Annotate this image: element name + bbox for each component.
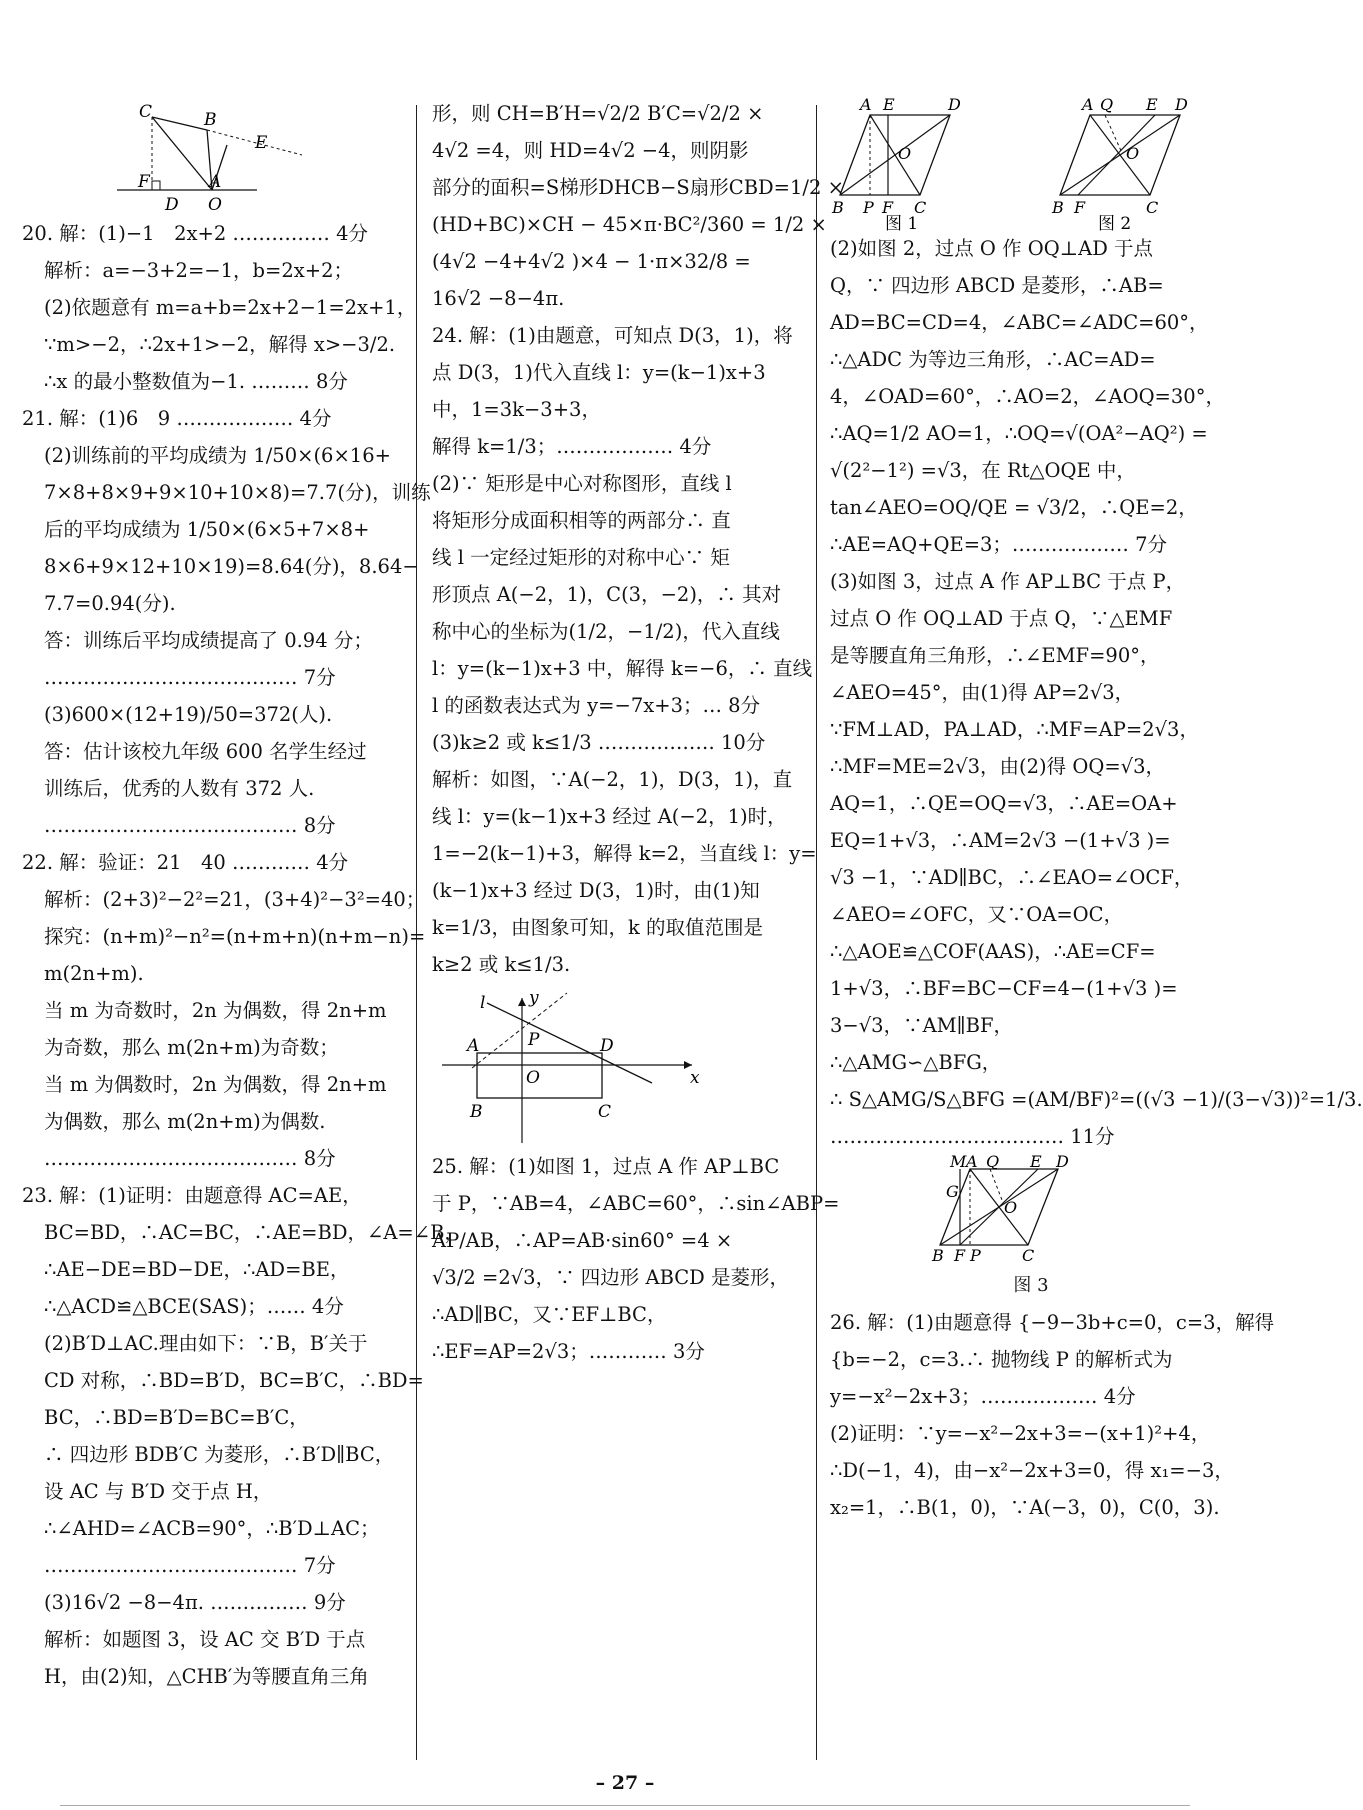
column-1 [22, 95, 464, 1695]
text-line: CD 对称，∴BD=B′D，BC=B′C，∴BD= [44, 1369, 424, 1392]
text-line: AQ=1，∴QE=OQ=√3，∴AE=OA+ [830, 792, 1178, 815]
text-line: l：y=(k−1)x+3 中，解得 k=−6，∴ 直线 [432, 657, 813, 680]
fig-label: D [1175, 95, 1188, 114]
text-line: AD=BC=CD=4，∠ABC=∠ADC=60°， [830, 311, 1209, 334]
fig-label: O [526, 1068, 540, 1088]
fig-label: M [950, 1152, 967, 1171]
text-line: 中，1=3k−3+3， [432, 398, 601, 421]
text-line: l 的函数表达式为 y=−7x+3；… 8分 [432, 694, 761, 717]
text-line: 称中心的坐标为(1/2，−1/2)，代入直线 [432, 620, 780, 643]
text-line: BC，∴BD=B′D=BC=B′C， [44, 1406, 309, 1429]
text-line: k=1/3，由图象可知，k 的取值范围是 [432, 916, 764, 939]
text-line: (3)16√2 −8−4π. …………… 9分 [44, 1591, 346, 1614]
text-line: 4，∠OAD=60°，∴AO=2，∠AOQ=30°， [830, 385, 1225, 408]
fig-label: F [1074, 198, 1086, 217]
fig-label: F [138, 172, 150, 192]
text-line: 形顶点 A(−2，1)，C(3，−2)，∴ 其对 [432, 583, 782, 606]
text-line: tan∠AEO=OQ/QE = √3/2，∴QE=2， [830, 496, 1198, 519]
text-line: 训练后，优秀的人数有 372 人. [44, 777, 315, 800]
fig-label: l [480, 993, 486, 1013]
text-line: BC=BD，∴AC=BC，∴AE=BD，∠A=∠B， [44, 1221, 464, 1244]
text-line: 26. 解：(1)由题意得 {−9−3b+c=0，c=3，解得 [830, 1311, 1275, 1334]
page-number: – 27 – [595, 1772, 655, 1794]
text-line: (2)B′D⊥AC.理由如下：∵B，B′关于 [44, 1332, 368, 1355]
text-line: 探究：(n+m)²−n²=(n+m+n)(n+m−n)= [44, 925, 426, 948]
figure-q25-fig3 [830, 1152, 1232, 1267]
fig-caption: 图 2 [1098, 214, 1132, 234]
text-line: 后的平均成绩为 1/50×(6×5+7×8+ [44, 518, 370, 541]
text-line: {b=−2，c=3.∴ 抛物线 P 的解析式为 [830, 1348, 1173, 1371]
fig-label: B [832, 198, 844, 217]
fig-label: O [1004, 1198, 1018, 1217]
column-3 [830, 95, 1363, 1526]
fig-label: A [467, 1036, 480, 1056]
text-line: ∴x 的最小整数值为−1. ……… 8分 [44, 370, 348, 393]
fig-label: B [470, 1102, 483, 1122]
text-line: k≥2 或 k≤1/3. [432, 953, 571, 976]
text-line: 3−√3，∵AM∥BF， [830, 1014, 1013, 1037]
figure-q25-fig1-fig2 [830, 95, 1232, 234]
text-line: ∵m>−2，∴2x+1>−2，解得 x>−3/2. [44, 333, 396, 356]
text-line: (4√2 −4+4√2 )×4 − 1·π×32/8 = [432, 250, 751, 273]
fig-label: B [204, 110, 217, 130]
text-line: (2)证明：∵y=−x²−2x+3=−(x+1)²+4， [830, 1422, 1211, 1445]
fig-label: E [255, 133, 268, 153]
text-line: 为奇数，那么 m(2n+m)为奇数； [44, 1036, 339, 1059]
text-line: ∴MF=ME=2√3，由(2)得 OQ=√3， [830, 755, 1165, 778]
text-line: 22. 解：验证：21 40 ………… 4分 [22, 851, 349, 874]
text-line: 线 l 一定经过矩形的对称中心∵ 矩 [432, 546, 730, 569]
text-line: 线 l：y=(k−1)x+3 经过 A(−2，1)时， [432, 805, 787, 828]
text-line: 24. 解：(1)由题意，可知点 D(3，1)，将 [432, 324, 793, 347]
text-line: 设 AC 与 B′D 交于点 H， [44, 1480, 273, 1503]
fig-label: C [598, 1102, 612, 1122]
text-line: ∴D(−1，4)，由−x²−2x+3=0，得 x₁=−3， [830, 1459, 1234, 1482]
text-line: ∠AEO=45°，由(1)得 AP=2√3， [830, 681, 1135, 704]
fig-label: C [1146, 198, 1159, 217]
text-line: 20. 解：(1)−1 2x+2 …………… 4分 [22, 222, 369, 245]
fig-label: O [208, 195, 222, 215]
text-line: 1=−2(k−1)+3，解得 k=2，当直线 l：y= [432, 842, 817, 865]
text-line: ∴△AMG∽△BFG， [830, 1051, 1002, 1074]
text-line: ∴△AOE≌△COF(AAS)，∴AE=CF= [830, 940, 1156, 963]
text-line: x₂=1，∴B(1，0)，∵A(−3，0)，C(0，3). [830, 1496, 1220, 1519]
text-line: 23. 解：(1)证明：由题意得 AC=AE， [22, 1184, 362, 1207]
text-line: 当 m 为奇数时，2n 为偶数，得 2n+m [44, 999, 387, 1022]
text-line: 解析：(2+3)²−2²=21，(3+4)²−3²=40； [44, 888, 426, 911]
text-line: 将矩形分成面积相等的两部分∴ 直 [432, 509, 731, 532]
text-line: ∴AE=AQ+QE=3；……………… 7分 [830, 533, 1168, 556]
fig-label: G [946, 1182, 959, 1201]
text-line: 答：训练后平均成绩提高了 0.94 分； [44, 629, 373, 652]
text-line: 8×6+9×12+10×19)=8.64(分)，8.64− [44, 555, 419, 578]
text-line: 解析：如图，∵A(−2，1)，D(3，1)，直 [432, 768, 793, 791]
text-line: y=−x²−2x+3；……………… 4分 [830, 1385, 1136, 1408]
text-line: 形，则 CH=B′H=√2/2 B′C=√2/2 × [432, 102, 764, 125]
fig-label: A [860, 95, 872, 114]
text-line: 7×8+8×9+9×10+10×8)=7.7(分)，训练 [44, 481, 431, 504]
text-line: 解析：如题图 3，设 AC 交 B′D 于点 [44, 1628, 366, 1651]
text-line: ∴AD∥BC，又∵EF⊥BC， [432, 1303, 667, 1326]
text-line: (3)k≥2 或 k≤1/3 ……………… 10分 [432, 731, 766, 754]
figure-q20 [22, 95, 410, 215]
text-line: √3/2 =2√3，∵ 四边形 ABCD 是菱形， [432, 1266, 790, 1289]
text-line: √(2²−1²) =√3，在 Rt△OQE 中， [830, 459, 1136, 482]
text-line: 1+√3，∴BF=BC−CF=4−(1+√3 )= [830, 977, 1178, 1000]
text-line: ………………………………… 7分 [44, 1554, 336, 1577]
fig-label: P [970, 1246, 981, 1265]
text-line: 于 P，∵AB=4，∠ABC=60°，∴sin∠ABP= [432, 1192, 840, 1215]
text-line: ………………………………… 7分 [44, 666, 336, 689]
text-line: 当 m 为偶数时，2n 为偶数，得 2n+m [44, 1073, 387, 1096]
fig-label: D [948, 95, 961, 114]
text-line: EQ=1+√3，∴AM=2√3 −(1+√3 )= [830, 829, 1171, 852]
text-line: ………………………………… 8分 [44, 1147, 336, 1170]
text-line: ∵FM⊥AD，PA⊥AD，∴MF=AP=2√3， [830, 718, 1199, 741]
fig-label: C [1022, 1246, 1035, 1265]
fig-caption: 图 3 [1013, 1275, 1049, 1296]
text-line: m(2n+m). [44, 962, 144, 985]
text-line: ∴AE−DE=BD−DE，∴AD=BE， [44, 1258, 350, 1281]
figure-q24 [432, 983, 804, 1148]
text-line: 是等腰直角三角形，∴∠EMF=90°， [830, 644, 1160, 667]
fig-label: A [966, 1152, 978, 1171]
text-line: ∴ 四边形 BDB′C 为菱形，∴B′D∥BC， [44, 1443, 395, 1466]
text-line: (HD+BC)×CH − 45×π·BC²/360 = 1/2 × [432, 213, 827, 236]
fig-label: D [1056, 1152, 1069, 1171]
text-line: 解得 k=1/3；……………… 4分 [432, 435, 712, 458]
text-line: (k−1)x+3 经过 D(3，1)时，由(1)知 [432, 879, 760, 902]
fig-label: B [1052, 198, 1064, 217]
fig-caption: 图 1 [885, 214, 919, 234]
fig-label: Q [1100, 95, 1114, 114]
text-line: (3)如图 3，过点 A 作 AP⊥BC 于点 P， [830, 570, 1186, 593]
text-line: 点 D(3，1)代入直线 l：y=(k−1)x+3 [432, 361, 766, 384]
text-line: ∴∠AHD=∠ACB=90°，∴B′D⊥AC； [44, 1517, 380, 1540]
fig-label: x [690, 1068, 700, 1088]
text-line: (2)如图 2，过点 O 作 OQ⊥AD 于点 [830, 237, 1154, 260]
text-line: √3 −1，∵AD∥BC，∴∠EAO=∠OCF， [830, 866, 1194, 889]
text-line: H，由(2)知，△CHB′为等腰直角三角 [44, 1665, 369, 1688]
text-line: (2)∵ 矩形是中心对称图形，直线 l [432, 472, 732, 495]
text-line: ……………………………… 11分 [830, 1125, 1115, 1148]
text-line: AP/AB，∴AP=AB·sin60° =4 × [432, 1229, 733, 1252]
text-line: (2)训练前的平均成绩为 1/50×(6×16+ [44, 444, 391, 467]
text-line: ∴△ACD≌△BCE(SAS)；…… 4分 [44, 1295, 344, 1318]
text-line: ∴EF=AP=2√3；………… 3分 [432, 1340, 705, 1363]
text-line: 7.7=0.94(分). [44, 592, 176, 615]
text-line: 为偶数，那么 m(2n+m)为偶数. [44, 1110, 326, 1133]
bottom-rule [60, 1805, 1190, 1806]
text-line: 部分的面积=S梯形DHCB−S扇形CBD=1/2 × [432, 176, 844, 199]
fig-label: A [1082, 95, 1094, 114]
text-line: 答：估计该校九年级 600 名学生经过 [44, 740, 367, 763]
fig-label: P [863, 198, 874, 217]
fig-label: C [139, 102, 153, 122]
fig-label: E [1146, 95, 1158, 114]
fig-label: D [165, 195, 179, 215]
text-line: 16√2 −8−4π. [432, 287, 565, 310]
fig-label: P [528, 1030, 540, 1050]
text-line: ∴ S△AMG/S△BFG =(AM/BF)²=((√3 −1)/(3−√3))²=1/3. [830, 1088, 1363, 1111]
text-line: 4√2 =4，则 HD=4√2 −4，则阴影 [432, 139, 749, 162]
fig-label: B [932, 1246, 944, 1265]
fig-label: F [882, 198, 894, 217]
fig-label: y [529, 988, 539, 1008]
text-line: Q，∵ 四边形 ABCD 是菱形，∴AB= [830, 274, 1164, 297]
text-line: ………………………………… 8分 [44, 814, 336, 837]
text-line: ∴AQ=1/2 AO=1，∴OQ=√(OA²−AQ²) = [830, 422, 1208, 445]
fig-label: A [209, 172, 222, 192]
fig-label: O [898, 144, 912, 163]
column-divider-2 [816, 105, 817, 1760]
fig-label: C [914, 198, 927, 217]
fig-label: F [954, 1246, 966, 1265]
text-line: 解析：a=−3+2=−1，b=2x+2； [44, 259, 354, 282]
fig-label: O [1126, 144, 1140, 163]
text-line: 过点 O 作 OQ⊥AD 于点 Q，∵△EMF [830, 607, 1173, 630]
text-line: ∠AEO=∠OFC，又∵OA=OC， [830, 903, 1124, 926]
fig-label: E [883, 95, 895, 114]
fig-label: E [1030, 1152, 1042, 1171]
text-line: 25. 解：(1)如图 1，过点 A 作 AP⊥BC [432, 1155, 780, 1178]
text-line: (3)600×(12+19)/50=372(人). [44, 703, 333, 726]
text-line: ∴△ADC 为等边三角形，∴AC=AD= [830, 348, 1156, 371]
fig-label: D [600, 1036, 614, 1056]
text-line: (2)依题意有 m=a+b=2x+2−1=2x+1， [44, 296, 417, 319]
fig-label: Q [986, 1152, 1000, 1171]
column-2 [432, 95, 844, 1370]
text-line: 21. 解：(1)6 9 ……………… 4分 [22, 407, 332, 430]
